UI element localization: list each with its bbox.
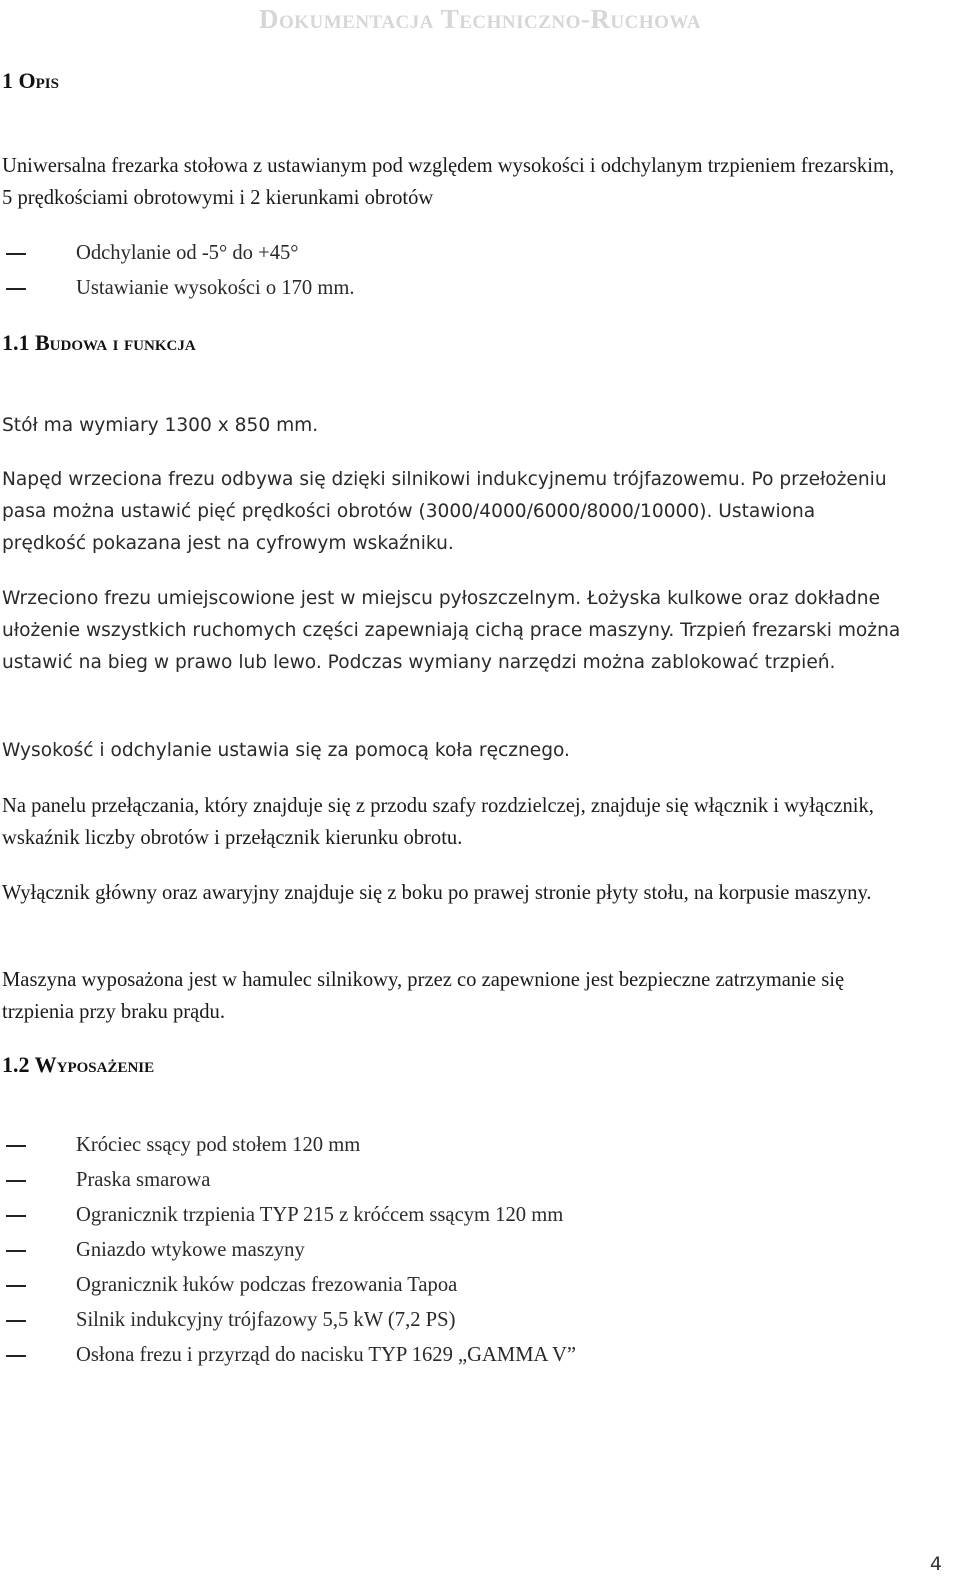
list-item: Ogranicznik łuków podczas frezowania Tapoa — [4, 1268, 576, 1303]
list-item: Ustawianie wysokości o 170 mm. — [4, 271, 355, 306]
page-number: 4 — [929, 1553, 942, 1575]
section-1-1-title: Budowa i funkcja — [35, 330, 196, 355]
dash-bullet-icon — [6, 288, 26, 290]
paragraph: Maszyna wyposażona jest w hamulec silnikowy, przez co zapewnione jest bezpieczne zatrzymanie się trzpienia przy braku prądu. — [2, 969, 845, 1023]
section-1-intro: Uniwersalna frezarka stołowa z ustawianym pod względem wysokości i odchylanym trzpieniem frezarskim, 5 prędkościami obrotowymi i 2 kierunkami obrotów — [2, 155, 895, 209]
section-1-number: 1 — [2, 68, 13, 93]
dash-bullet-icon — [6, 1180, 26, 1182]
dash-bullet-icon — [6, 1355, 26, 1357]
page-header: Dokumentacja Techniczno-Ruchowa — [258, 4, 702, 34]
section-1-1-heading — [2, 330, 196, 356]
list-item: Praska smarowa — [4, 1163, 576, 1198]
section-1-1-number: 1.1 — [2, 330, 30, 355]
list-item: Gniazdo wtykowe maszyny — [4, 1233, 576, 1268]
dash-bullet-icon — [6, 1215, 26, 1217]
list-item: Ogranicznik trzpienia TYP 215 z króćcem ssącym 120 mm — [4, 1198, 576, 1233]
dash-bullet-icon — [6, 1285, 26, 1287]
dash-bullet-icon — [6, 253, 26, 255]
paragraph: Wyłącznik główny oraz awaryjny znajduje się z boku po prawej stronie płyty stołu, na korpusie maszyny. — [2, 882, 872, 904]
section-1-2-title: Wyposażenie — [34, 1052, 155, 1077]
paragraph: Wysokość i odchylanie ustawia się za pomocą koła ręcznego. — [2, 740, 570, 761]
section-1-2-number: 1.2 — [2, 1052, 30, 1077]
section-1-heading — [2, 68, 59, 94]
paragraph: Stół ma wymiary 1300 x 850 mm. — [2, 415, 319, 436]
section-1-title: Opis — [18, 68, 59, 93]
equipment-list — [4, 1128, 576, 1373]
paragraph: Na panelu przełączania, który znajduje się z przodu szafy rozdzielczej, znajduje się włącznik i wyłącznik, wskaźnik liczby obrotów i przełącznik kierunku obrotu. — [2, 795, 874, 849]
dash-bullet-icon — [6, 1145, 26, 1147]
section-1-2-heading — [2, 1052, 154, 1078]
list-item: Króciec ssący pod stołem 120 mm — [4, 1128, 576, 1163]
paragraph: Wrzeciono frezu umiejscowione jest w miejscu pyłoszczelnym. Łożyska kulkowe oraz dokładne ułożenie wszystkich ruchomych części zapewniają cichą prace maszyny. Trzpień frezarski można ustawić na bieg w prawo lub lewo. Podczas wymiany narzędzi można zablokować trzpień. — [2, 588, 901, 673]
list-item: Osłona frezu i przyrząd do nacisku TYP 1629 „GAMMA V” — [4, 1338, 576, 1373]
list-item: Silnik indukcyjny trójfazowy 5,5 kW (7,2 PS) — [4, 1303, 576, 1338]
section-1-feature-list — [4, 236, 355, 306]
dash-bullet-icon — [6, 1250, 26, 1252]
paragraph: Napęd wrzeciona frezu odbywa się dzięki silnikowi indukcyjnemu trójfazowemu. Po przełożeniu pasa można ustawić pięć prędkości obrotów (3000/4000/6000/8000/10000). Ustawiona prędkość pokazana jest na cyfrowym wskaźniku. — [2, 469, 887, 554]
dash-bullet-icon — [6, 1320, 26, 1322]
list-item: Odchylanie od -5° do +45° — [4, 236, 355, 271]
